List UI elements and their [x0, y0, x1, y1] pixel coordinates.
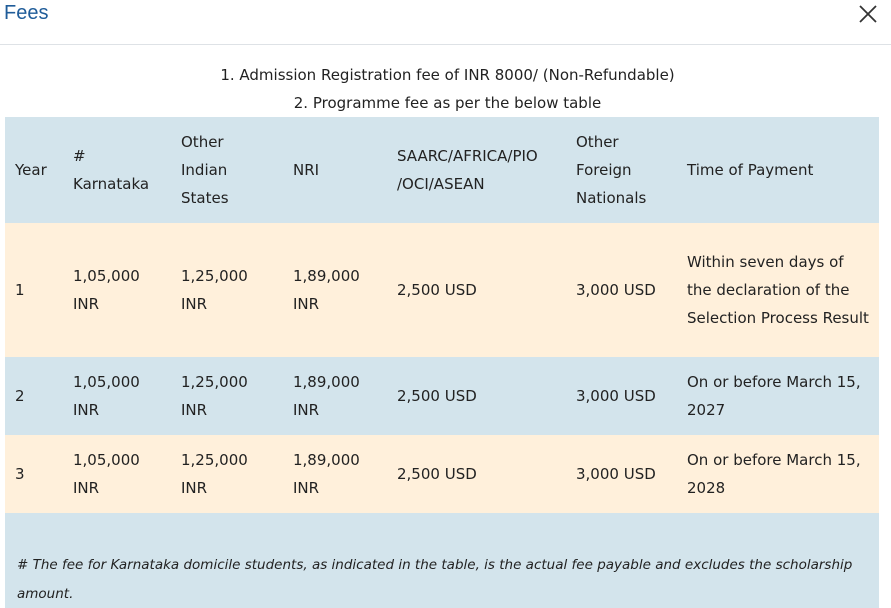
header-karnataka: # Karnataka: [73, 147, 150, 193]
cell-nri: 1,89,000 INR: [293, 267, 360, 313]
table-row: [5, 435, 879, 513]
cell-other-foreign-nationals: 3,000 USD: [576, 281, 656, 299]
cell-year: 1: [15, 281, 25, 299]
footnote-text: # The fee for Karnataka domicile students, as indicated in the table, is the actual fee payable and excludes the scholarship amount.: [17, 557, 853, 602]
cell-karnataka: 1,05,000 INR: [73, 267, 140, 313]
header-other-indian-states: Other Indian States: [181, 133, 229, 207]
intro-line-registration-fee: 1. Admission Registration fee of INR 8000/ (Non-Refundable): [220, 66, 675, 84]
cell-other-indian-states: 1,25,000 INR: [181, 267, 248, 313]
cell-other-foreign-nationals: 3,000 USD: [576, 387, 656, 405]
cell-saarc: 2,500 USD: [397, 281, 477, 299]
cell-time-of-payment: Within seven days of the declaration of the Selection Process Result: [687, 253, 869, 327]
table-header-row: [5, 117, 879, 223]
cell-karnataka: 1,05,000 INR: [73, 451, 140, 497]
cell-other-foreign-nationals: 3,000 USD: [576, 465, 656, 483]
close-icon: [857, 3, 879, 25]
cell-time-of-payment: On or before March 15, 2027: [687, 373, 861, 419]
cell-year: 2: [15, 387, 25, 405]
footnote: [5, 513, 879, 608]
cell-karnataka: 1,05,000 INR: [73, 373, 140, 419]
header-time-of-payment: Time of Payment: [687, 161, 814, 179]
cell-time-of-payment: On or before March 15, 2028: [687, 451, 861, 497]
fee-table: [5, 117, 879, 513]
cell-saarc: 2,500 USD: [397, 465, 477, 483]
header-nri: NRI: [293, 161, 320, 179]
cell-other-indian-states: 1,25,000 INR: [181, 373, 248, 419]
header-other-foreign-nationals: Other Foreign Nationals: [576, 133, 647, 207]
intro-text: [4, 45, 891, 117]
cell-other-indian-states: 1,25,000 INR: [181, 451, 248, 497]
intro-line-programme-fee: 2. Programme fee as per the below table: [293, 94, 602, 112]
modal-body: [0, 45, 891, 602]
modal-header: [0, 0, 891, 45]
cell-nri: 1,89,000 INR: [293, 451, 360, 497]
table-row: [5, 223, 879, 357]
cell-saarc: 2,500 USD: [397, 387, 477, 405]
table-row: [5, 357, 879, 435]
cell-nri: 1,89,000 INR: [293, 373, 360, 419]
cell-year: 3: [15, 465, 25, 483]
modal-title: Fees: [4, 2, 49, 24]
header-saarc: SAARC/AFRICA/PIO /OCI/ASEAN: [397, 147, 538, 193]
header-year: Year: [15, 161, 47, 179]
close-button[interactable]: [857, 3, 879, 25]
